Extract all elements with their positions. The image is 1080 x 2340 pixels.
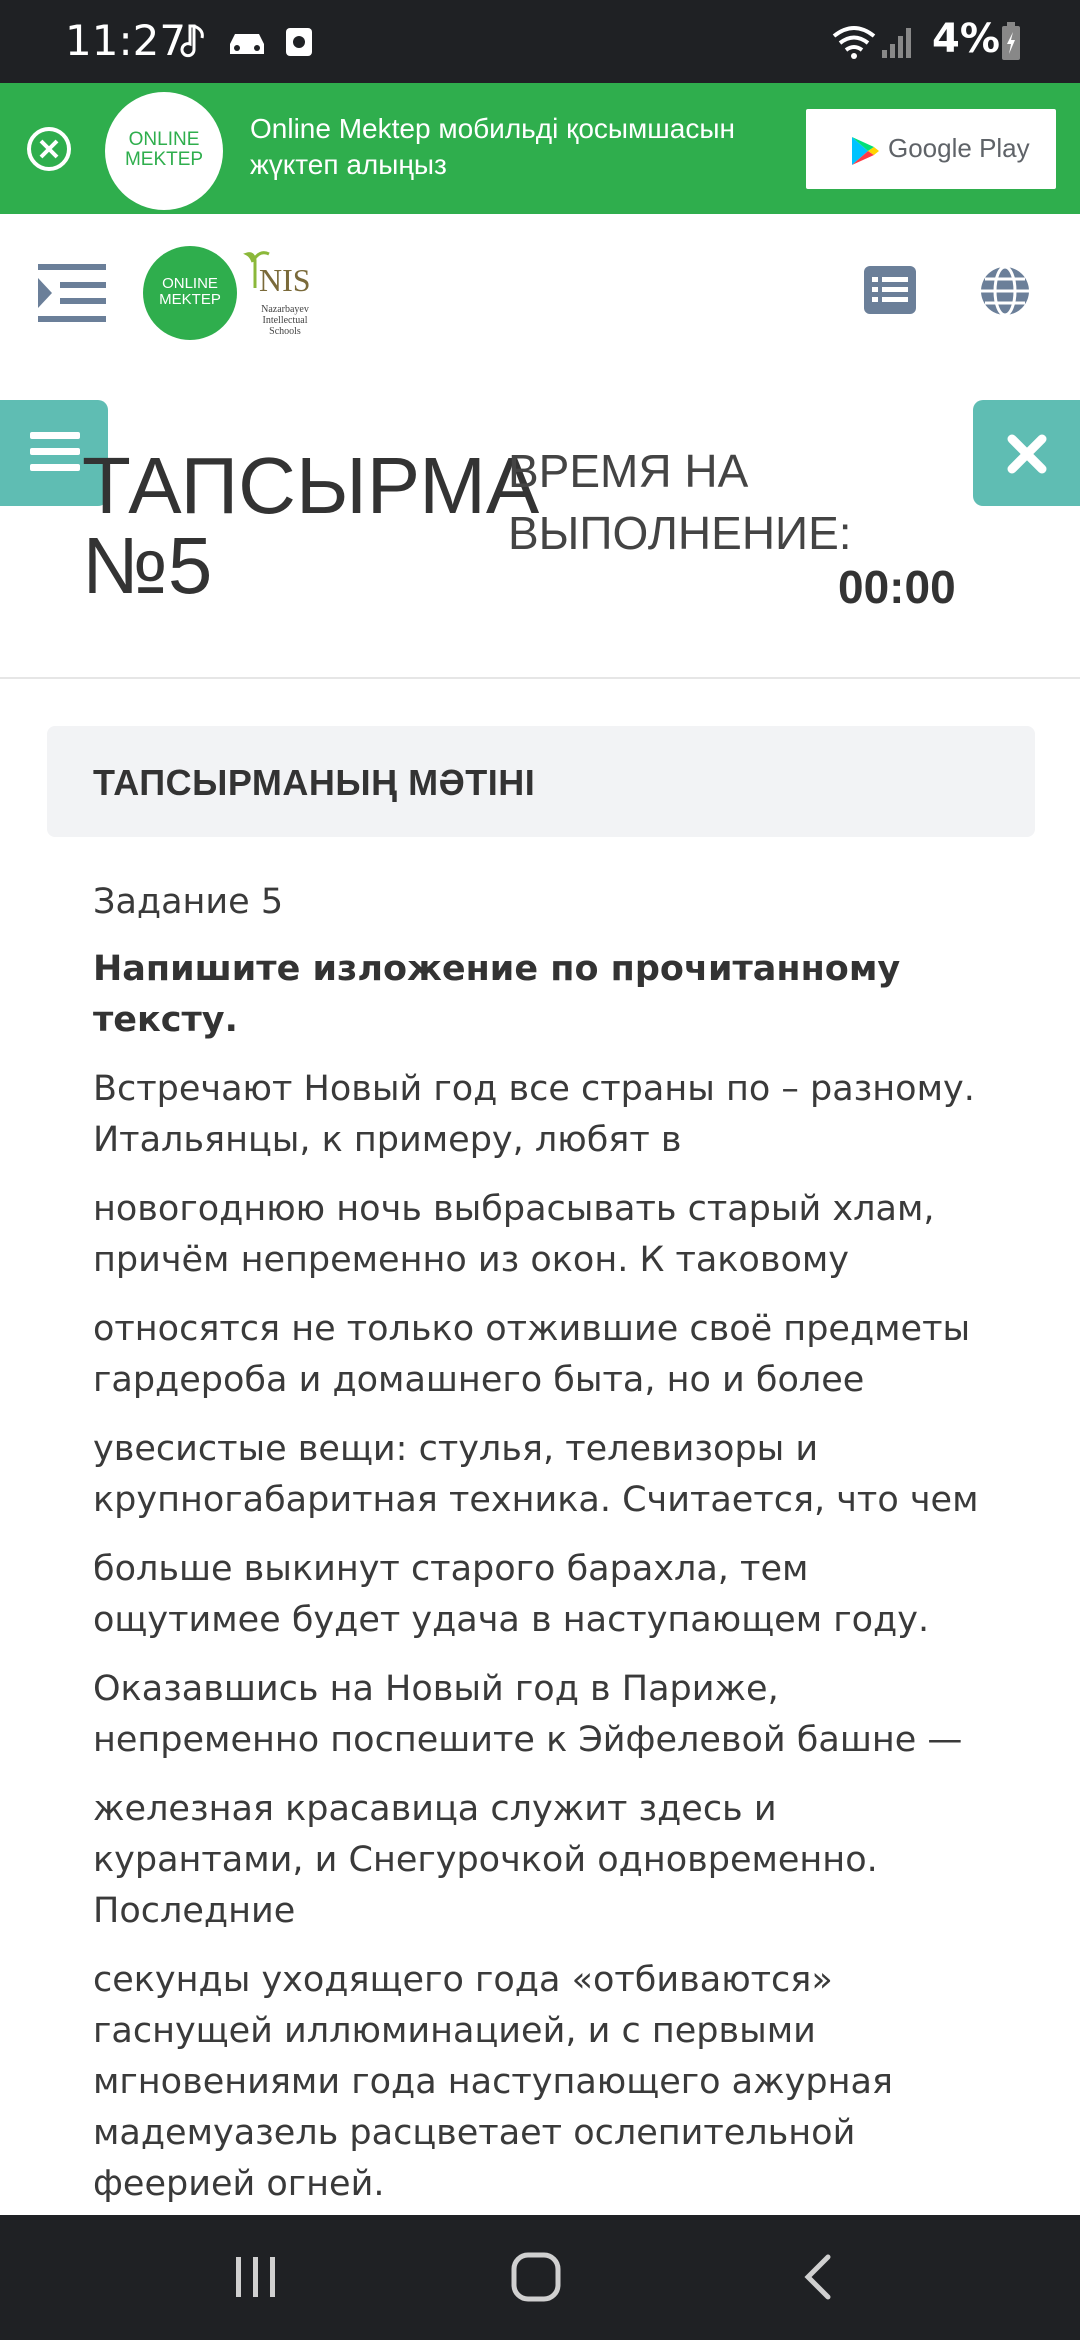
clock: 11:27 — [65, 16, 187, 65]
google-play-button[interactable] — [806, 109, 1056, 189]
task-title: ТАПСЫРМА №5 — [82, 441, 540, 610]
time-label: ВРЕМЯ НА ВЫПОЛНЕНИЕ: — [508, 445, 852, 559]
app-header — [0, 214, 1080, 374]
recent-apps-icon[interactable] — [232, 2255, 280, 2299]
text-paragraph: увесистые вещи: стулья, телевизоры и крупногабаритная техника. Считается, что чем — [93, 1429, 979, 1520]
text-paragraph: Оказавшись на Новый год в Париже, непременно поспешите к Эйфелевой башне — — [93, 1669, 963, 1760]
close-banner-icon[interactable] — [25, 125, 73, 173]
app-promo-banner — [0, 83, 1080, 214]
battery-charging-icon — [1000, 22, 1022, 62]
list-icon[interactable] — [864, 266, 916, 314]
task-number: №5 — [82, 521, 213, 610]
task-label: Задание 5 — [93, 882, 284, 922]
timer-value: 00:00 — [838, 561, 956, 613]
close-icon — [1007, 434, 1047, 474]
online-mektep-logo[interactable]: ONLINE MEKTEP — [143, 246, 237, 340]
text-paragraph: относятся не только отжившие своё предметы гардероба и домашнего быта, но и более — [93, 1309, 971, 1400]
home-icon[interactable] — [510, 2251, 562, 2303]
signal-icon — [880, 26, 914, 60]
google-play-icon — [850, 135, 880, 167]
text-paragraph: Встречают Новый год все страны по – разному. Итальянцы, к примеру, любят в — [93, 1069, 975, 1160]
text-paragraph: секунды уходящего года «отбиваются» гаснущей иллюминацией, и с первыми мгновениями года наступающего ажурная мадемуазель расцветает ослепительной феерией огней. — [93, 1960, 893, 2204]
task-instruction: Напишите изложение по прочитанному тексту. — [93, 949, 901, 1040]
online-mektep-logo: ONLINE MEKTEP — [105, 92, 223, 210]
music-note-icon — [180, 22, 210, 62]
back-icon[interactable] — [800, 2253, 834, 2301]
task-text-body — [93, 877, 993, 2297]
car-icon — [226, 30, 268, 58]
collapse-menu-icon[interactable] — [38, 262, 108, 324]
battery-percent: 4% — [932, 16, 1000, 62]
status-bar — [0, 0, 1080, 83]
text-paragraph: железная красавица служит здесь и курантами, и Снегурочкой одновременно. Последние — [93, 1789, 878, 1931]
wifi-icon — [830, 24, 878, 62]
task-text-header: ТАПСЫРМАНЫҢ МӘТІНІ — [47, 726, 1035, 837]
text-paragraph: новогоднюю ночь выбрасывать старый хлам, причём непременно из окон. К таковому — [93, 1189, 935, 1280]
text-paragraph: больше выкинут старого барахла, тем ощутимее будет удача в наступающем году. — [93, 1549, 930, 1640]
system-nav-bar — [0, 2215, 1080, 2340]
nis-logo: NIS Nazarbayev Intellectual Schools — [243, 250, 323, 340]
screen-record-icon — [284, 26, 314, 58]
google-play-label: Google Play — [888, 133, 1030, 163]
close-task-button[interactable] — [973, 400, 1080, 506]
divider — [0, 677, 1080, 679]
hamburger-icon — [30, 430, 80, 474]
globe-icon[interactable] — [978, 264, 1032, 318]
promo-text: Online Mektep мобильді қосымшасын жүктеп алыңыз — [250, 113, 735, 180]
